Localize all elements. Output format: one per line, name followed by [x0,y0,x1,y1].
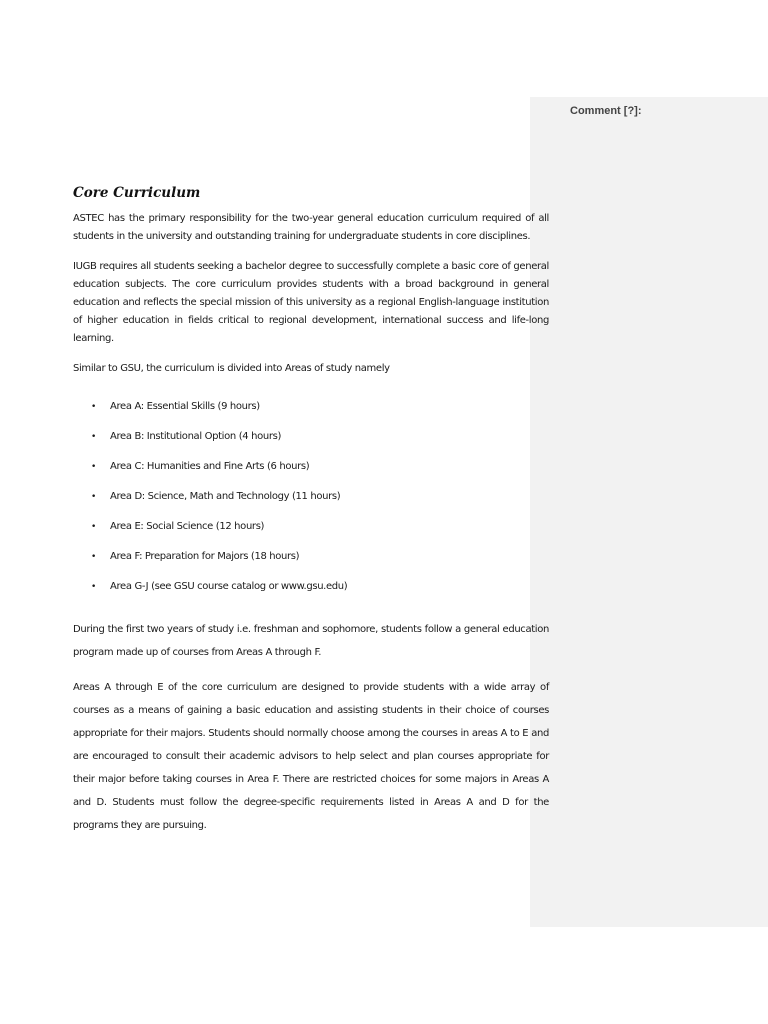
comment-header: Comment [?]: [570,105,642,117]
list-item [73,482,549,512]
area-e-label: Area E: Social Science (12 hours) [110,521,265,532]
document-body [73,180,549,837]
list-item [73,572,549,602]
area-a-label: Area A: Essential Skills (9 hours) [110,401,260,412]
paragraph-astec: ASTEC has the primary responsibility for the two-year general education curriculum required of all students in the university and outstanding training for undergraduate students in core disciplines. [73,213,549,242]
paragraph-first-two-years: During the first two years of study i.e. freshman and sophomore, students follow a general education program made up of courses from Areas A through F. [73,624,549,658]
list-item [73,512,549,542]
bullet-icon: • [91,582,96,592]
bullet-icon: • [91,462,96,472]
comment-pane [530,97,768,927]
section-title: Core Curriculum [73,185,201,201]
bullet-icon: • [91,522,96,532]
paragraph-areas-a-through-e: Areas A through E of the core curriculum are designed to provide students with a wide array of courses as a means of gaining a basic education and assisting students in their choice of courses appropriate for their majors. Students should normally choose among the courses in areas A to E and are encouraged to consult their academic advisors to help select and plan courses appropriate for their major before taking courses in Area F. There are restricted choices for some majors in Areas A and D. Students must follow the degree-specific requirements listed in Areas A and D for the programs they are pursuing. [73,682,549,831]
area-d-label: Area D: Science, Math and Technology (11 hours) [110,491,341,502]
paragraph-iugb: IUGB requires all students seeking a bachelor degree to successfully complete a basic core of general education subjects. The core curriculum provides students with a broad background in general education and reflects the special mission of this university as a regional English-language institution of higher education in fields critical to regional development, international success and life-long learning. [73,261,549,344]
list-item [73,422,549,452]
bullet-icon: • [91,492,96,502]
area-f-label: Area F: Preparation for Majors (18 hours) [110,551,300,562]
list-item [73,452,549,482]
area-g-j-label: Area G-J (see GSU course catalog or www.gsu.edu) [110,581,348,592]
area-c-label: Area C: Humanities and Fine Arts (6 hours) [110,461,310,472]
area-b-label: Area B: Institutional Option (4 hours) [110,431,282,442]
bullet-icon: • [91,402,96,412]
areas-list [73,392,549,602]
list-item [73,392,549,422]
paragraph-areas-intro: Similar to GSU, the curriculum is divided into Areas of study namely [73,363,390,374]
bullet-icon: • [91,432,96,442]
bullet-icon: • [91,552,96,562]
list-item [73,542,549,572]
